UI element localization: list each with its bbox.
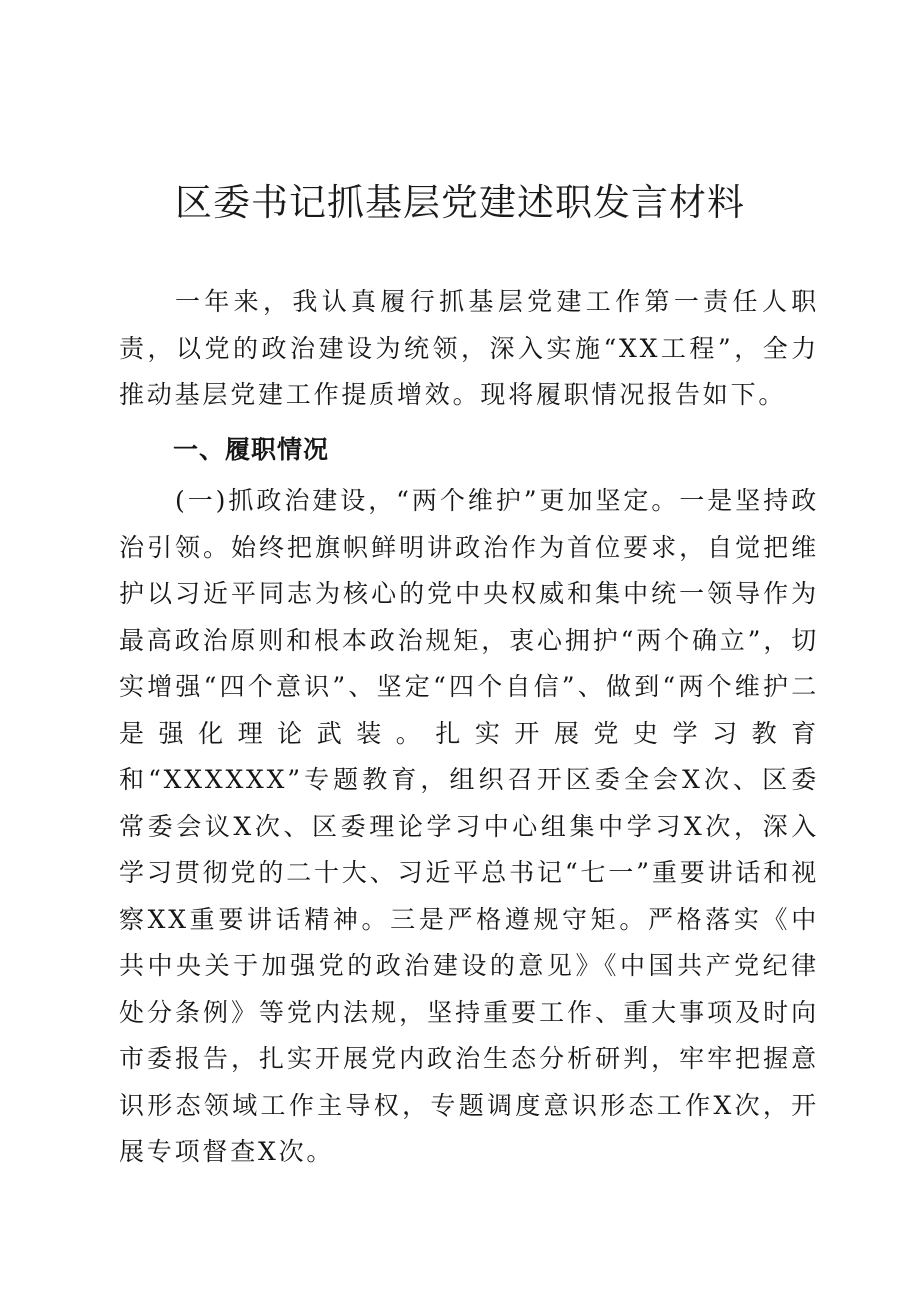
section-paragraph: (一)抓政治建设，“两个维护”更加坚定。一是坚持政治引领。始终把旗帜鲜明讲政治作为首位要求，自觉把维护以习近平同志为核心的党中央权威和集中统一领导作为最高政治原则和根本政治规矩，衷心拥护“两个确立”，切实增强“四个意识”、坚定“四个自信”、做到“两个维护二是强化理论武装。扎实开展党史学习教育和“XXXXXX”专题教育，组织召开区委全会X次、区委常委会议X次、区委理论学习中心组集中学习X次，深入学习贯彻党的二十大、习近平总书记“七一”重要讲话和视察XX重要讲话精神。三是严格遵规守矩。严格落实《中共中央关于加强党的政治建设的意见》《中国共产党纪律处分条例》等党内法规，坚持重要工作、重大事项及时向市委报告，扎实开展党内政治生态分析研判，牢牢把握意识形态领域工作主导权，专题调度意识形态工作X次，开展专项督查X次。: [119, 486, 819, 1166]
document-title: 区委书记抓基层党建述职发言材料: [175, 181, 745, 224]
intro-paragraph: 一年来，我认真履行抓基层党建工作第一责任人职责，以党的政治建设为统领，深入实施“XX工程”，全力推动基层党建工作提质增效。现将履职情况报告如下。: [119, 287, 819, 409]
section-heading: 一、履职情况: [173, 435, 330, 464]
